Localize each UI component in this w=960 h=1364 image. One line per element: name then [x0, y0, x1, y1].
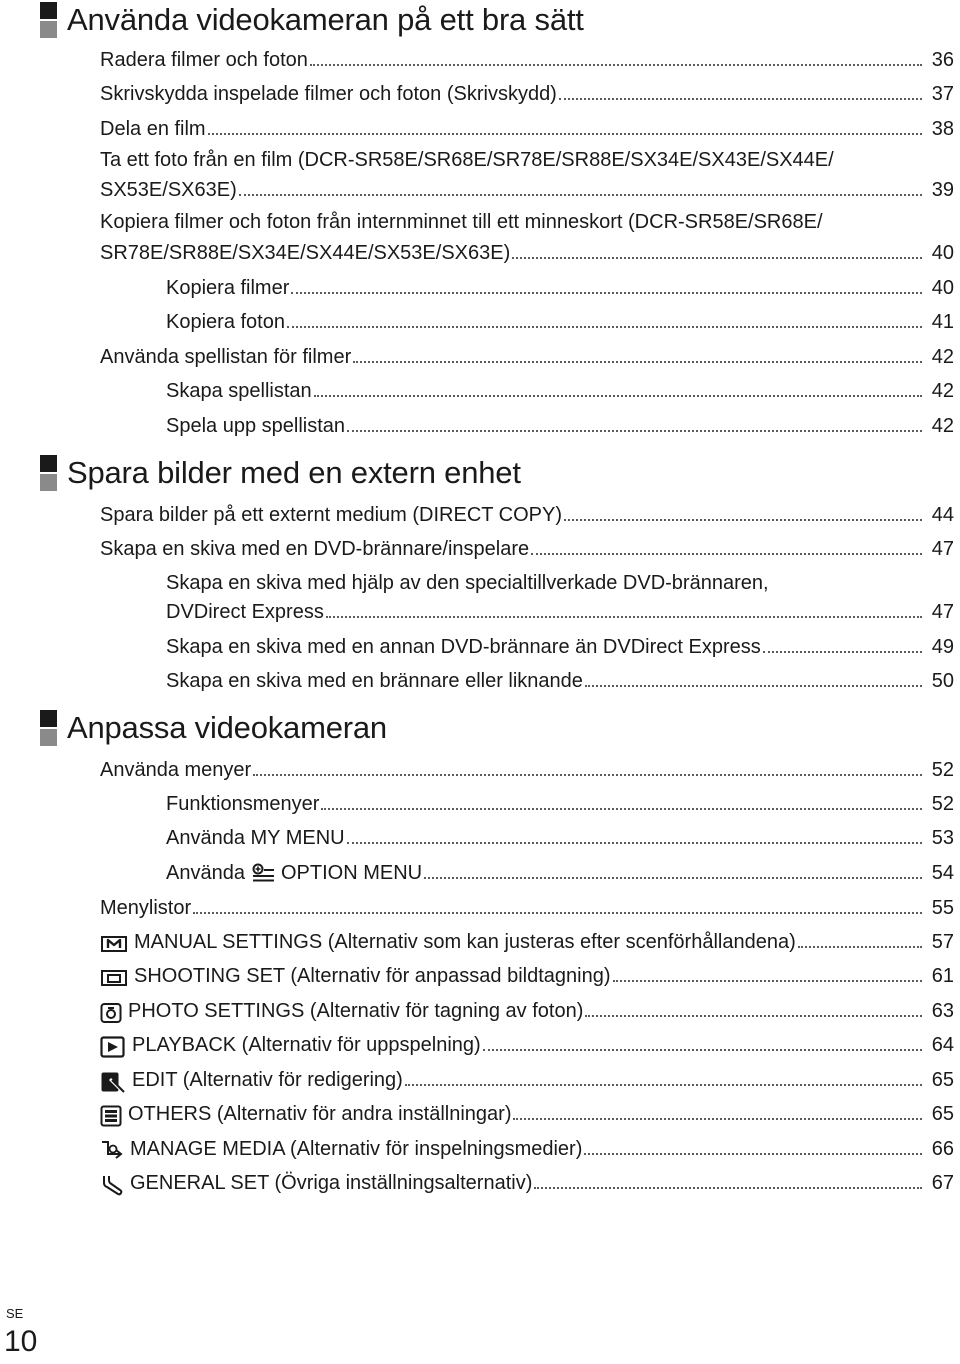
toc-entry-label: SR78E/SR88E/SX34E/SX44E/SX53E/SX63E) [100, 242, 511, 264]
leader-dots [347, 430, 922, 432]
toc-entry[interactable] [100, 961, 954, 989]
toc-entry[interactable] [100, 534, 954, 562]
leader-dots [585, 1015, 922, 1017]
toc-entry[interactable] [100, 1065, 954, 1093]
toc-entry[interactable] [166, 307, 954, 335]
toc-entry-page: 42 [931, 415, 954, 437]
leader-dots [193, 912, 922, 914]
toc-entry-label-line1: Ta ett foto från en film (DCR-SR58E/SR68E/SR78E/SR88E/SX34E/SX43E/SX44E/ [100, 149, 834, 171]
toc-entry-label: Kopiera filmer [166, 277, 290, 299]
leader-dots [585, 685, 922, 687]
toc-entry[interactable] [100, 342, 954, 370]
toc-entry-page: 54 [931, 862, 954, 884]
toc-entry-label: Kopiera foton [166, 311, 285, 333]
toc-entry-page: 67 [931, 1172, 954, 1194]
toc-entry-label: Skapa spellistan [166, 380, 312, 402]
toc-entry-page: 42 [931, 380, 954, 402]
toc-entry[interactable] [100, 238, 954, 266]
leader-dots [483, 1049, 922, 1051]
toc-entry-label: Använda spellistan för filmer [100, 346, 352, 368]
toc-entry[interactable] [166, 823, 954, 851]
toc-entry[interactable] [100, 927, 954, 955]
language-code: SE [6, 1306, 24, 1321]
toc-entry-page: 36 [931, 49, 954, 71]
toc-entry[interactable] [166, 376, 954, 404]
toc-entry-label-line1: Skapa en skiva med hjälp av den specialtillverkade DVD-brännaren, [166, 572, 769, 594]
toc-entry-label: SHOOTING SET (Alternativ för anpassad bildtagning) [134, 965, 611, 987]
toc-entry-label: PHOTO SETTINGS (Alternativ för tagning av foton) [128, 1000, 584, 1022]
section-heading [40, 453, 521, 493]
section-title: Använda videokameran på ett bra sätt [67, 2, 584, 37]
leader-dots [239, 194, 922, 196]
toc-entry-page: 40 [931, 242, 954, 264]
playback-icon [100, 1036, 126, 1058]
toc-entry[interactable] [100, 1168, 954, 1196]
toc-entry-page: 38 [931, 118, 954, 140]
toc-entry[interactable] [100, 79, 954, 107]
toc-entry[interactable] [166, 789, 954, 817]
option-menu-icon [251, 863, 275, 883]
toc-entry-page: 47 [931, 601, 954, 623]
section-title: Spara bilder med en extern enhet [67, 455, 521, 490]
section-heading [40, 0, 584, 40]
toc-entry-page: 50 [931, 670, 954, 692]
toc-entry-label: PLAYBACK (Alternativ för uppspelning) [132, 1034, 481, 1056]
toc-entry-page: 65 [931, 1069, 954, 1091]
toc-entry[interactable] [100, 1030, 954, 1058]
leader-dots [253, 774, 922, 776]
toc-entry-page: 39 [931, 179, 954, 201]
leader-dots [531, 553, 922, 555]
leader-dots [763, 651, 922, 653]
leader-dots [512, 257, 922, 259]
toc-entry[interactable] [166, 597, 954, 625]
leader-dots [314, 395, 922, 397]
leader-dots [534, 1187, 922, 1189]
toc-entry-label: EDIT (Alternativ för redigering) [132, 1069, 403, 1091]
toc-entry-page: 49 [931, 636, 954, 658]
toc-entry-label: OTHERS (Alternativ för andra inställningar) [128, 1103, 512, 1125]
toc-entry-label-part: OPTION MENU [280, 862, 423, 884]
leader-dots [208, 133, 922, 135]
toc-entry[interactable] [166, 411, 954, 439]
toc-entry-page: 61 [931, 965, 954, 987]
photo-settings-icon [100, 1002, 122, 1024]
toc-entry[interactable] [100, 114, 954, 142]
others-icon [100, 1105, 122, 1127]
section-title: Anpassa videokameran [67, 710, 387, 745]
section-marker [40, 710, 57, 746]
toc-entry[interactable] [166, 666, 954, 694]
leader-dots [310, 64, 922, 66]
toc-entry-label: Dela en film [100, 118, 206, 140]
leader-dots [559, 98, 922, 100]
toc-entry-label: Spela upp spellistan [166, 415, 346, 437]
toc-entry-label: MANUAL SETTINGS (Alternativ som kan justeras efter scenförhållandena) [134, 931, 796, 953]
toc-entry[interactable] [100, 893, 954, 921]
toc-entry-label: Spara bilder på ett externt medium (DIRECT COPY) [100, 504, 563, 526]
toc-entry-page: 42 [931, 346, 954, 368]
leader-dots [798, 946, 922, 948]
toc-entry-page: 63 [931, 1000, 954, 1022]
toc-entry[interactable] [166, 273, 954, 301]
leader-dots [424, 877, 922, 879]
leader-dots [321, 808, 922, 810]
manual-settings-icon [100, 933, 128, 955]
toc-entry-label: Menylistor [100, 897, 192, 919]
toc-entry-page: 40 [931, 277, 954, 299]
page-number: 10 [4, 1325, 38, 1358]
toc-entry-label: Använda MY MENU [166, 827, 345, 849]
toc-entry[interactable] [100, 500, 954, 528]
toc-entry-label: Skrivskydda inspelade filmer och foton (Skrivskydd) [100, 83, 557, 105]
leader-dots [353, 361, 922, 363]
toc-entry-page: 66 [931, 1138, 954, 1160]
toc-entry-label: GENERAL SET (Övriga inställningsalternativ) [130, 1172, 533, 1194]
toc-entry[interactable] [166, 858, 954, 886]
section-marker [40, 455, 57, 491]
toc-entry-page: 47 [931, 538, 954, 560]
leader-dots [347, 842, 922, 844]
shooting-set-icon [100, 967, 128, 989]
toc-entry-label: MANAGE MEDIA (Alternativ för inspelningsmedier) [130, 1138, 583, 1160]
toc-entry[interactable] [100, 996, 954, 1024]
leader-dots [613, 980, 922, 982]
toc-entry[interactable] [100, 755, 954, 783]
toc-entry[interactable] [100, 175, 954, 203]
leader-dots [405, 1084, 922, 1086]
toc-entry-page: 65 [931, 1103, 954, 1125]
leader-dots [513, 1118, 922, 1120]
manage-media-icon [100, 1140, 124, 1162]
toc-entry[interactable] [100, 1099, 954, 1127]
leader-dots [564, 519, 922, 521]
toc-entry-page: 57 [931, 931, 954, 953]
edit-icon [100, 1071, 126, 1093]
section-marker [40, 2, 57, 38]
leader-dots [287, 326, 922, 328]
toc-entry-label: Skapa en skiva med en DVD-brännare/inspelare [100, 538, 530, 560]
toc-entry-label: Skapa en skiva med en brännare eller liknande [166, 670, 583, 692]
leader-dots [326, 616, 922, 618]
toc-entry-label: Funktionsmenyer [166, 793, 320, 815]
toc-entry-page: 44 [931, 504, 954, 526]
leader-dots [291, 292, 922, 294]
toc-entry-label: Radera filmer och foton [100, 49, 308, 71]
toc-entry[interactable] [100, 1134, 954, 1162]
toc-entry-label: SX53E/SX63E) [100, 179, 237, 201]
toc-entry-label [166, 860, 422, 886]
toc-entry-page: 53 [931, 827, 954, 849]
toc-entry-page: 52 [931, 759, 954, 781]
leader-dots [584, 1153, 922, 1155]
toc-entry[interactable] [100, 45, 954, 73]
toc-entry-page: 41 [931, 311, 954, 333]
toc-entry-label-part: Använda [166, 862, 245, 884]
toc-entry[interactable] [166, 632, 954, 660]
toc-entry-label: Använda menyer [100, 759, 252, 781]
toc-entry-page: 64 [931, 1034, 954, 1056]
section-heading [40, 708, 387, 748]
toc-entry-label: DVDirect Express [166, 601, 324, 623]
general-set-icon [100, 1174, 124, 1196]
toc-entry-label: Skapa en skiva med en annan DVD-brännare än DVDirect Express [166, 636, 761, 658]
toc-entry-page: 55 [931, 897, 954, 919]
toc-entry-label-line1: Kopiera filmer och foton från internminnet till ett minneskort (DCR-SR58E/SR68E/ [100, 211, 823, 233]
toc-entry-page: 37 [931, 83, 954, 105]
toc-entry-page: 52 [931, 793, 954, 815]
